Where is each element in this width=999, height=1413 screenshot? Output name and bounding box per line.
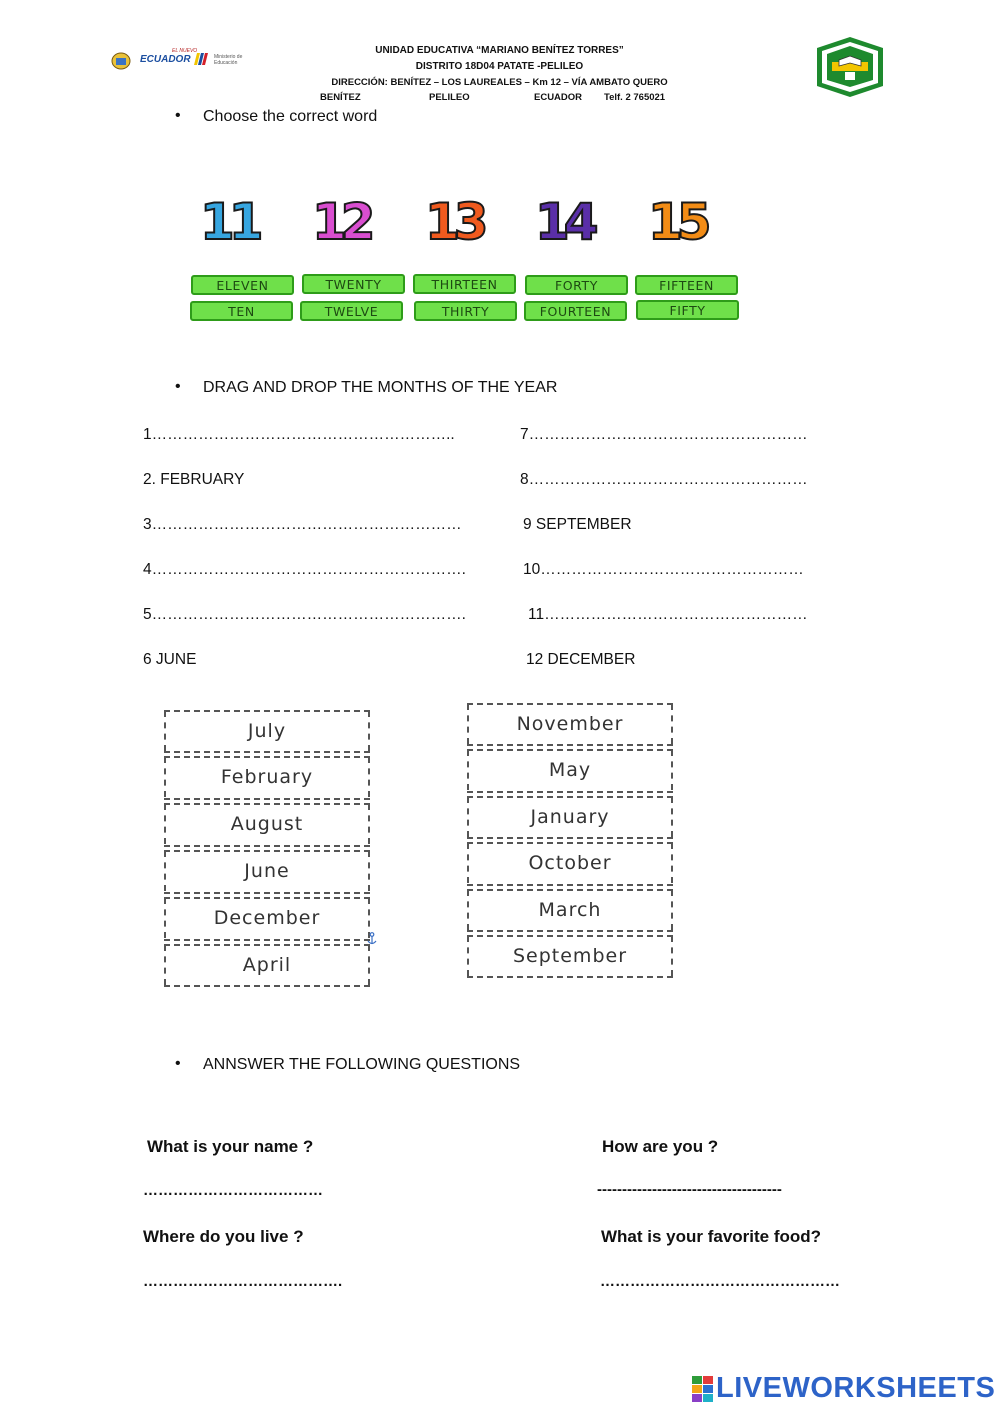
school-name: UNIDAD EDUCATIVA “MARIANO BENÍTEZ TORRES” [375, 45, 624, 56]
question-name: What is your name ? [147, 1137, 314, 1156]
card-divider [467, 930, 673, 932]
question-favorite-food: What is your favorite food? [601, 1227, 822, 1246]
month-slot-12: 12 DECEMBER [526, 651, 636, 668]
month-slot-3[interactable]: 3…………………………………………………… [143, 516, 462, 533]
month-card-september[interactable]: September [467, 936, 673, 976]
liveworksheets-logo-icon [692, 1376, 714, 1402]
card-divider [164, 892, 370, 894]
card-divider [467, 791, 673, 793]
question-how-are-you: How are you ? [602, 1137, 719, 1156]
month-slot-11[interactable]: 11…………………………………………… [528, 606, 808, 623]
instruction-choose-word [175, 107, 378, 126]
option-forty[interactable]: FORTY [525, 275, 628, 295]
logo-small-text: EL NUEVO [172, 48, 198, 54]
month-card-august[interactable]: August [164, 804, 370, 844]
card-divider [164, 751, 370, 753]
school-address: DIRECCIÓN: BENÍTEZ – LOS LAUREALES – Km 12 – VÍA AMBATO QUERO [331, 77, 668, 88]
month-card-october[interactable]: October [467, 843, 673, 883]
instruction-text: DRAG AND DROP THE MONTHS OF THE YEAR [203, 379, 558, 396]
number-13: 13 [425, 193, 483, 251]
card-divider [467, 744, 673, 746]
logo-ecuador-text: ECUADOR [140, 54, 191, 65]
month-slot-8[interactable]: 8……………………………………………… [520, 471, 808, 488]
month-slot-10[interactable]: 10…………………………………………… [523, 561, 804, 578]
month-card-january[interactable]: January [467, 797, 673, 837]
card-divider [164, 939, 370, 941]
month-slot-1[interactable]: 1………………………………………………….. [143, 426, 455, 443]
option-thirty[interactable]: THIRTY [414, 301, 517, 321]
bullet-icon: • [175, 378, 181, 395]
instruction-answer-questions [175, 1055, 521, 1074]
address-cell-4: Telf. 2 765021 [604, 92, 666, 103]
option-twelve[interactable]: TWELVE [300, 301, 403, 321]
address-cell-3: ECUADOR [534, 92, 583, 103]
address-cell-1: BENÍTEZ [320, 92, 361, 103]
answer-where-live-field[interactable]: …………………………………. [143, 1273, 343, 1290]
instruction-text: ANNSWER THE FOLLOWING QUESTIONS [203, 1056, 521, 1073]
answer-favorite-food-field[interactable]: ………………………………………… [600, 1273, 840, 1290]
liveworksheets-brand: LIVEWORKSHEETS [716, 1372, 996, 1404]
month-slot-6: 6 JUNE [143, 651, 197, 668]
card-divider [164, 798, 370, 800]
month-card-june[interactable]: June [164, 851, 370, 891]
option-fifty[interactable]: FIFTY [636, 300, 739, 320]
option-twenty[interactable]: TWENTY [302, 274, 405, 294]
answer-how-are-you-field[interactable]: ------------------------------------- [597, 1181, 782, 1198]
number-11: 11 [200, 193, 258, 251]
number-15: 15 [648, 193, 706, 251]
month-card-december[interactable]: December [164, 898, 370, 938]
number-14: 14 [535, 193, 593, 251]
month-slot-4[interactable]: 4……………………………………………………. [143, 561, 466, 578]
question-where-live: Where do you live ? [143, 1227, 304, 1246]
card-divider [467, 976, 673, 978]
option-fifteen[interactable]: FIFTEEN [635, 275, 738, 295]
bullet-icon: • [175, 1055, 181, 1072]
school-badge-icon [815, 36, 885, 98]
option-thirteen[interactable]: THIRTEEN [413, 274, 516, 294]
month-card-may[interactable]: May [467, 750, 673, 790]
ministry-text: Ministerio de Educación [214, 54, 243, 66]
month-card-march[interactable]: March [467, 890, 673, 930]
card-divider [467, 837, 673, 839]
option-eleven[interactable]: ELEVEN [191, 275, 294, 295]
bullet-icon: • [175, 107, 181, 124]
month-slot-9: 9 SEPTEMBER [523, 516, 632, 533]
month-slot-7[interactable]: 7……………………………………………… [520, 426, 808, 443]
anchor-icon [367, 932, 377, 946]
card-divider [164, 985, 370, 987]
option-ten[interactable]: TEN [190, 301, 293, 321]
month-slot-2: 2. FEBRUARY [143, 471, 245, 488]
month-card-november[interactable]: November [467, 704, 673, 744]
instruction-text: Choose the correct word [203, 108, 378, 125]
option-fourteen[interactable]: FOURTEEN [524, 301, 627, 321]
number-12: 12 [312, 193, 370, 251]
card-divider [467, 884, 673, 886]
month-card-july[interactable]: July [164, 711, 370, 751]
month-card-april[interactable]: April [164, 945, 370, 985]
address-cell-2: PELILEO [429, 92, 470, 103]
month-card-february[interactable]: February [164, 757, 370, 797]
answer-name-field[interactable]: ……………………………… [143, 1182, 323, 1199]
district-name: DISTRITO 18D04 PATATE -PELILEO [415, 61, 584, 72]
month-slot-5[interactable]: 5……………………………………………………. [143, 606, 466, 623]
card-divider [164, 845, 370, 847]
instruction-drag-months [175, 378, 558, 397]
